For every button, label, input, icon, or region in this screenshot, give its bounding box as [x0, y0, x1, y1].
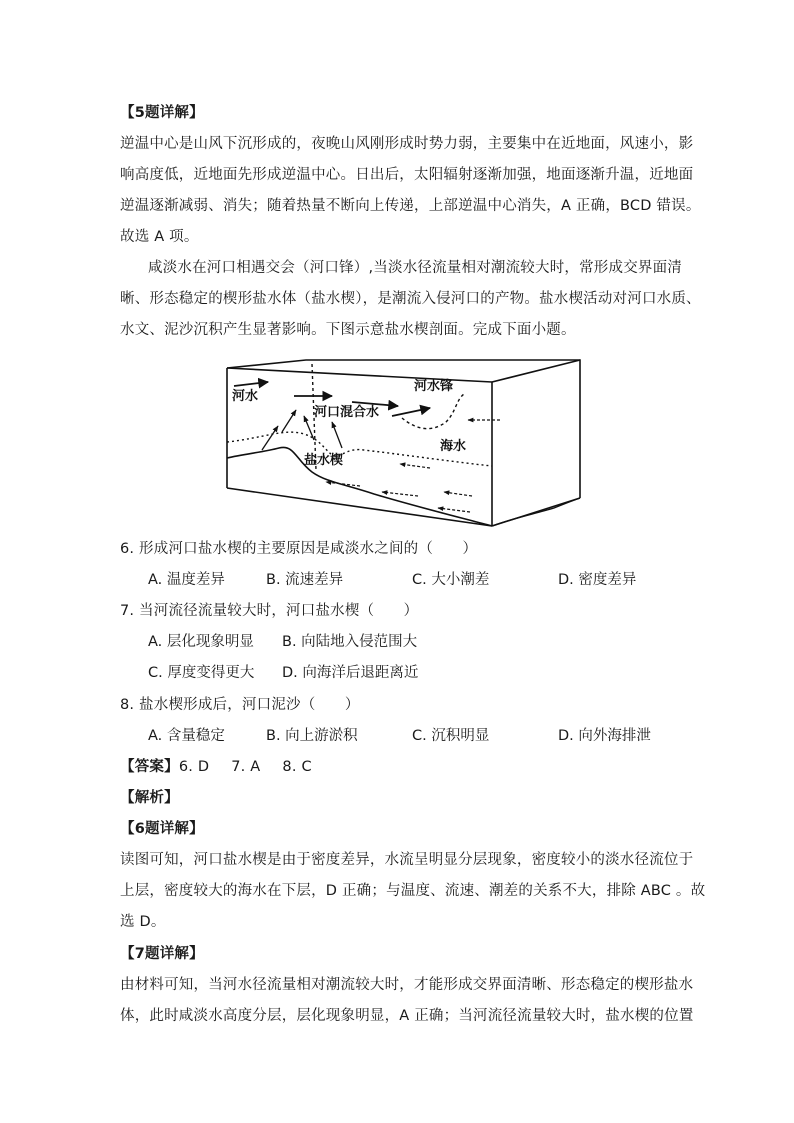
option-a: A. 含量稳定	[148, 728, 225, 744]
sec7-line: 体，此时咸淡水高度分层，层化现象明显，A 正确；当河流径流量较大时，盐水楔的位置	[120, 1008, 694, 1024]
intro-line: 水文、泥沙沉积产生显著影响。下图示意盐水楔剖面。完成下面小题。	[120, 322, 576, 338]
label-river: 河水	[232, 389, 259, 404]
analysis-heading: 【解析】	[120, 790, 179, 806]
salt-wedge-diagram	[224, 358, 584, 530]
answer-item: 8. C	[282, 759, 312, 775]
answer-line	[120, 757, 334, 777]
sec5-heading: 【5题详解】	[120, 105, 204, 121]
option-b: B. 流速差异	[266, 572, 344, 588]
option-a: A. 层化现象明显	[148, 634, 254, 650]
option-d: D. 向海洋后退距离近	[282, 665, 419, 681]
intro-line: 咸淡水在河口相遇交会（河口锋）,当淡水径流量相对潮流较大时，常形成交界面清	[148, 260, 683, 276]
sec7-heading: 【7题详解】	[120, 946, 204, 962]
sec7-line: 由材料可知，当河水径流量相对潮流较大时，才能形成交界面清晰、形态稳定的楔形盐水	[120, 977, 694, 993]
sec5-line: 故选 A 项。	[120, 229, 199, 245]
label-sea: 海水	[440, 439, 467, 454]
box-outline	[227, 360, 580, 526]
sec5-line: 逆温逐渐减弱、消失；随着热量不断向上传递，上部逆温中心消失，A 正确，BCD 错误。	[120, 198, 701, 214]
label-wedge: 盐水楔	[304, 453, 344, 468]
option-d: D. 向外海排泄	[558, 728, 651, 744]
option-c: C. 大小潮差	[412, 572, 490, 588]
label-mix: 河口混合水	[314, 405, 380, 420]
sec5-line: 响高度低，近地面先形成逆温中心。日出后，太阳辐射逐渐加强，地面逐渐升温，近地面	[120, 167, 694, 183]
option-a: A. 温度差异	[148, 572, 225, 588]
sec6-line: 上层，密度较大的海水在下层，D 正确；与温度、流速、潮差的关系不大，排除 ABC 。故	[120, 883, 706, 899]
question-stem: 7. 当河流径流量较大时，河口盐水楔（ ）	[120, 603, 419, 619]
answer-item: 6. D	[178, 759, 210, 775]
answer-label: 【答案】	[120, 759, 179, 775]
seabed-profile	[227, 447, 492, 526]
option-b: B. 向陆地入侵范围大	[282, 634, 418, 650]
answer-item: 7. A	[231, 759, 261, 775]
option-c: C. 厚度变得更大	[148, 665, 255, 681]
label-front: 河水锋	[414, 379, 454, 394]
question-stem: 6. 形成河口盐水楔的主要原因是咸淡水之间的（ ）	[120, 541, 478, 557]
sec5-line: 逆温中心是山风下沉形成的，夜晚山风刚形成时势力弱，主要集中在近地面，风速小，影	[120, 136, 694, 152]
option-b: B. 向上游淤积	[266, 728, 358, 744]
sec6-line: 选 D。	[120, 914, 166, 930]
option-d: D. 密度差异	[558, 572, 637, 588]
intro-line: 晰、形态稳定的楔形盐水体（盐水楔），是潮流入侵河口的产物。盐水楔活动对河口水质、	[120, 291, 701, 307]
sec6-heading: 【6题详解】	[120, 821, 204, 837]
question-stem: 8. 盐水楔形成后，河口泥沙（ ）	[120, 697, 360, 713]
sec6-line: 读图可知，河口盐水楔是由于密度差异，水流呈明显分层现象，密度较小的淡水径流位于	[120, 852, 694, 868]
option-c: C. 沉积明显	[412, 728, 490, 744]
